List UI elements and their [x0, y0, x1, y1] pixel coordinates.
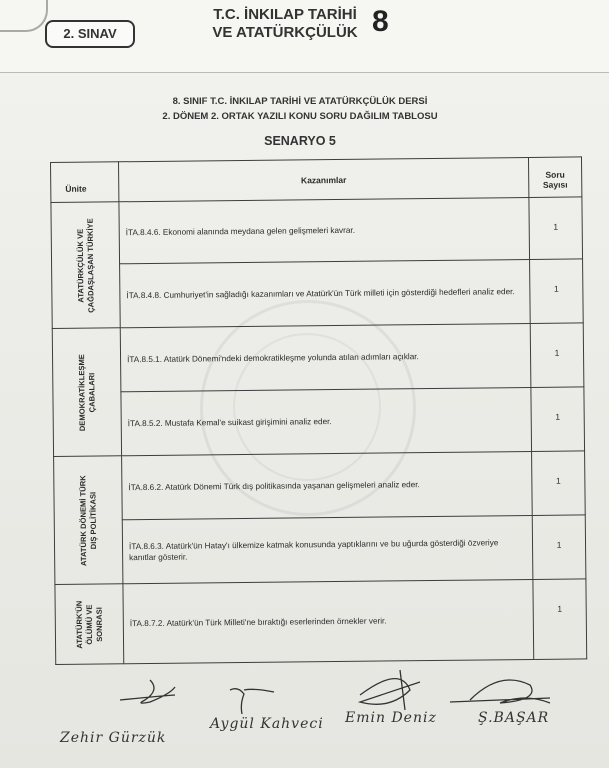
course-title-line1: T.C. İNKILAP TARİHİ [213, 6, 357, 23]
document-title-line2: 2. DÖNEM 2. ORTAK YAZILI KONU SORU DAĞILIM TABLOSU [162, 111, 438, 122]
table-header-row [51, 157, 582, 203]
signature-mark-1 [120, 680, 175, 703]
unit-cell-2 [52, 328, 121, 457]
achievement-cell: İTA.8.4.8. Cumhuriyet'in sağladığı kazanımları ve Atatürk'ün Türk milleti için gösterdiği hedefleri analiz eder. [120, 259, 531, 327]
achievement-cell: İTA.8.5.1. Atatürk Dönemi'ndeki demokratikleşme yolunda atılan adımları açıklar. [120, 323, 531, 391]
document-title-line1: 8. SINIF T.C. İNKILAP TARİHİ VE ATATÜRKÇÜLÜK DERSİ [172, 96, 428, 107]
signature-mark-3 [360, 670, 420, 710]
document-title [120, 94, 480, 124]
count-cell: 1 [532, 451, 586, 516]
question-count-header-line2: Sayısı [542, 179, 568, 190]
unit-label-4 [74, 600, 104, 648]
achievement-cell: İTA.8.5.2. Mustafa Kemal'e suikast girişimini analiz eder. [121, 387, 532, 455]
achievements-header: Kazanımlar [119, 157, 529, 201]
exam-number-badge: 2. SINAV [45, 20, 135, 48]
scenario-title: SENARYO 5 [264, 134, 336, 148]
table-row [52, 323, 584, 393]
unit-label-2-line2: ÇABALARI [86, 372, 97, 412]
course-title [200, 6, 370, 42]
unit-label-2 [77, 353, 98, 430]
count-cell: 1 [529, 197, 583, 260]
unit-label-1-line1: ATATÜRKÇÜLÜK VE [75, 228, 85, 303]
unit-label-2-line1: DEMOKRATİKLEŞME [76, 353, 87, 431]
table-row [52, 259, 584, 329]
unit-cell-1 [51, 202, 120, 329]
achievement-cell: İTA.8.7.2. Atatürk'ün Türk Milleti'ne bıraktığı eserlerinden örnekler verir. [123, 579, 534, 663]
table-row [54, 515, 586, 585]
signature-name-3: Emin Deniz [345, 710, 437, 726]
count-cell: 1 [532, 515, 586, 580]
achievement-cell: İTA.8.6.3. Atatürk'ün Hatay'ı ülkemize katmak konusunda yaptıklarını ve bu uğurda gösterdiği özveriye kanıtlar gösterir. [122, 515, 533, 583]
unit-label-4-line2: ÖLÜMÜ VE [84, 604, 94, 645]
count-cell: 1 [531, 387, 585, 452]
course-title-line2: VE ATATÜRKÇÜLÜK [212, 24, 358, 41]
table-row [54, 451, 586, 521]
count-cell: 1 [530, 259, 584, 324]
unit-header: Ünite [51, 162, 119, 203]
achievement-cell: İTA.8.4.6. Ekonomi alanında meydana gelen gelişmeleri kavrar. [119, 197, 530, 263]
unit-label-1 [75, 218, 96, 313]
signature-area [0, 660, 609, 768]
unit-label-3-line1: ATATÜRK DÖNEMİ TÜRK [77, 474, 88, 566]
unit-label-3-line2: DIŞ POLİTİKASI [87, 491, 98, 549]
question-distribution-table [50, 156, 587, 665]
question-count-header-line1: Soru [545, 169, 565, 180]
unit-label-4-line3: SONRASI [94, 606, 104, 642]
unit-label-4-line1: ATATÜRK'ÜN [74, 600, 84, 649]
unit-label-1-line2: ÇAĞDAŞLAŞAN TÜRKİYE [85, 217, 96, 313]
table-row [55, 579, 587, 665]
table-row [53, 387, 585, 457]
exam-header [0, 0, 609, 73]
count-cell: 1 [533, 579, 587, 660]
unit-label-3 [78, 475, 99, 566]
unit-cell-4 [55, 584, 124, 665]
table-row [51, 197, 583, 265]
count-cell: 1 [530, 323, 584, 388]
achievement-cell: İTA.8.6.2. Atatürk Dönemi Türk dış politikasında yaşanan gelişmeleri analiz eder. [122, 451, 533, 519]
signature-mark-2 [230, 689, 274, 714]
signature-name-4: Ş.BAŞAR [478, 710, 550, 726]
signature-name-1: Zehir Gürzük [60, 730, 167, 746]
school-logo-icon [0, 0, 48, 32]
question-count-header [528, 157, 581, 198]
signature-name-2: Aygül Kahveci [210, 716, 324, 732]
signature-mark-4 [450, 680, 550, 703]
grade-number: 8 [372, 5, 389, 38]
unit-cell-3 [54, 456, 123, 585]
